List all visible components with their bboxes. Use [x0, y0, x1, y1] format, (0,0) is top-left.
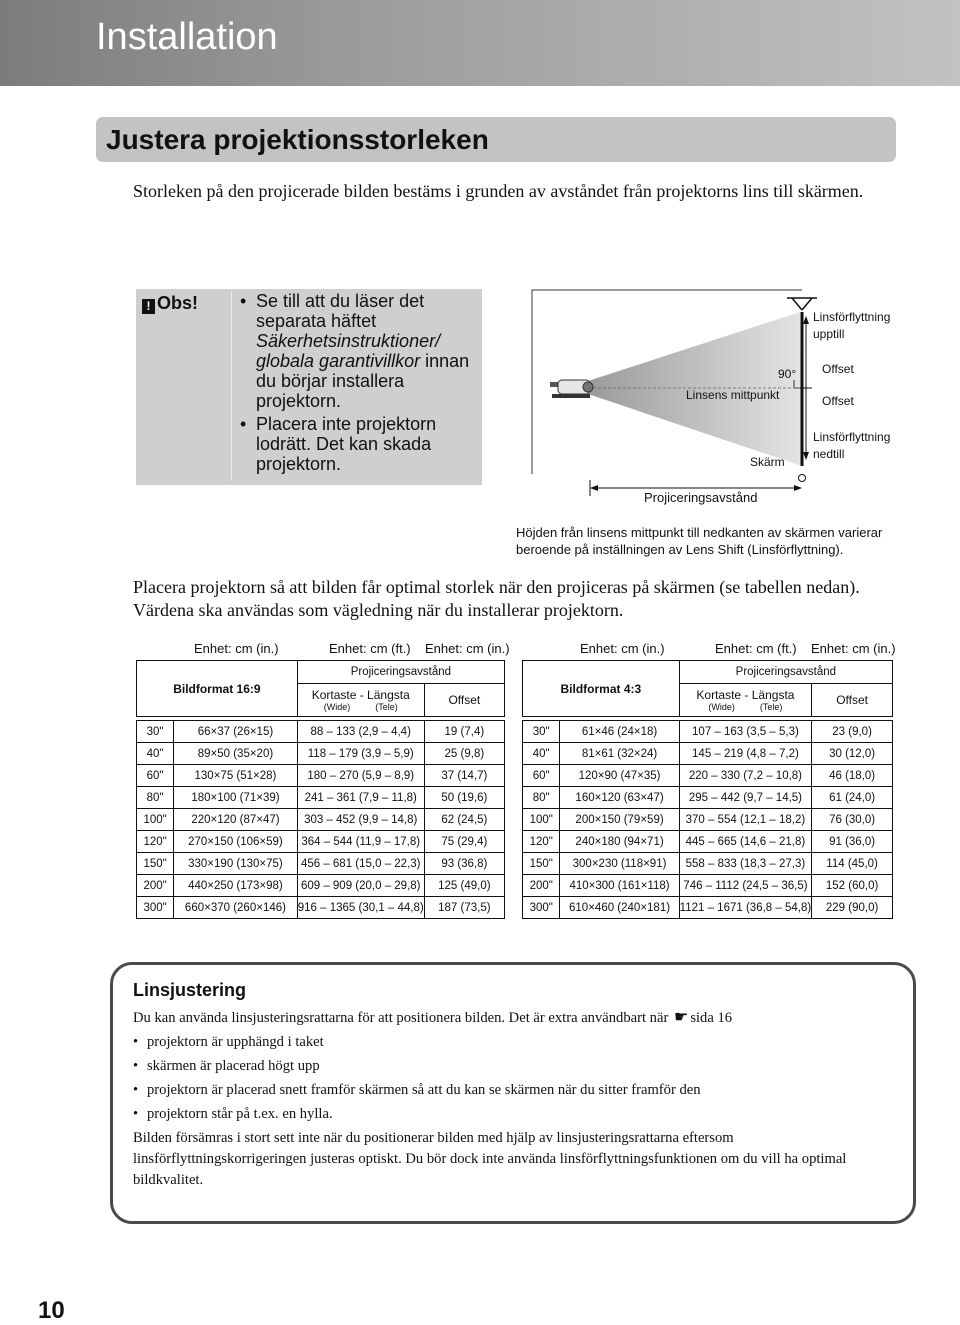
note-item-italic: Säkerhetsinstruktioner/ globala garantivillkor [256, 331, 441, 371]
distance-range-cell: 558 – 833 (18,3 – 27,3) [679, 853, 812, 875]
lens-list-item: • projektorn är placerad snett framför skärmen så att du kan se skärmen när du sitter framför den [133, 1080, 893, 1101]
distance-range-cell: 220 – 330 (7,2 – 10,8) [679, 765, 812, 787]
table-row [523, 897, 893, 919]
shift-down-line-2: nedtill [813, 447, 845, 461]
note-box [136, 289, 482, 485]
offset-cell: 76 (30,0) [812, 809, 893, 831]
distance-range-cell: 1121 – 1671 (36,8 – 54,8) [679, 897, 812, 919]
range-header-sub: (Wide) (Tele) [323, 701, 398, 712]
screen-size-cell: 120" [523, 831, 560, 853]
range-header-text: Kortaste - Längsta [311, 687, 410, 702]
offset-bottom-label: Offset [822, 394, 854, 408]
placement-paragraph: Placera projektorn så att bilden får optimal storlek när den projiceras på skärmen (se tabellen nedan). Värdena ska användas som vägledning när du installerar projektorn. [133, 577, 860, 620]
distance-range-cell: 241 – 361 (7,9 – 11,8) [297, 787, 424, 809]
shift-up-line-1: Linsförflyttning [813, 310, 891, 324]
offset-header: Offset [812, 684, 893, 717]
exclamation-icon: ! [142, 299, 155, 314]
table-row [137, 765, 505, 787]
chapter-title: Installation [96, 16, 278, 58]
unit-label: Enhet: cm (in.) [194, 641, 279, 656]
screen-dimension-cell: 130×75 (51×28) [174, 765, 298, 787]
lens-list [133, 1032, 893, 1125]
distance-range-cell: 609 – 909 (20,0 – 29,8) [297, 875, 424, 897]
offset-cell: 229 (90,0) [812, 897, 893, 919]
note-divider [231, 291, 232, 481]
offset-top-label: Offset [822, 362, 854, 376]
offset-cell: 91 (36,0) [812, 831, 893, 853]
offset-cell: 75 (29,4) [424, 831, 504, 853]
screen-dimension-cell: 200×150 (79×59) [560, 809, 679, 831]
screen-size-cell: 60" [137, 765, 174, 787]
projection-table-4-3 [522, 660, 893, 919]
range-header [297, 684, 424, 717]
table-row [137, 897, 505, 919]
screen-size-cell: 100" [523, 809, 560, 831]
offset-cell: 125 (49,0) [424, 875, 504, 897]
screen-size-cell: 150" [523, 853, 560, 875]
screen-size-cell: 30" [523, 721, 560, 743]
section-heading-bar [96, 117, 896, 162]
screen-dimension-cell: 660×370 (260×146) [174, 897, 298, 919]
table-row [523, 831, 893, 853]
table-row [523, 809, 893, 831]
range-header-sub: (Wide) (Tele) [708, 701, 783, 712]
projector-icon [550, 380, 593, 398]
lens-intro [133, 1007, 893, 1029]
distance-range-cell: 456 – 681 (15,0 – 22,3) [297, 853, 424, 875]
screen-size-cell: 200" [523, 875, 560, 897]
intro-paragraph: Storleken på den projicerade bilden bestäms i grunden av avståndet från projektorns lins till skärmen. [133, 181, 864, 201]
screen-dimension-cell: 120×90 (47×35) [560, 765, 679, 787]
distance-range-cell: 370 – 554 (12,1 – 18,2) [679, 809, 812, 831]
table-row [137, 875, 505, 897]
screen-size-cell: 200" [137, 875, 174, 897]
table-row [137, 787, 505, 809]
note-label [142, 293, 198, 314]
offset-cell: 187 (73,5) [424, 897, 504, 919]
offset-cell: 114 (45,0) [812, 853, 893, 875]
unit-label: Enhet: cm (ft.) [329, 641, 411, 656]
note-item-text-end: innan du börjar installera projektorn. [256, 351, 470, 411]
table-row [137, 831, 505, 853]
table-row [523, 853, 893, 875]
chapter-banner [0, 0, 960, 86]
lens-intro-text: Du kan använda linsjusteringsrattarna för att positionera bilden. Det är extra användbart när [133, 1010, 672, 1026]
distance-range-cell: 145 – 219 (4,8 – 7,2) [679, 743, 812, 765]
table-row [523, 721, 893, 743]
projection-diagram [530, 288, 910, 506]
offset-cell: 37 (14,7) [424, 765, 504, 787]
screen-dimension-cell: 610×460 (240×181) [560, 897, 679, 919]
unit-label: Enhet: cm (in.) [425, 641, 510, 656]
offset-cell: 46 (18,0) [812, 765, 893, 787]
format-header: Bildformat 4:3 [523, 661, 680, 717]
unit-label: Enhet: cm (in.) [580, 641, 665, 656]
screen-size-cell: 30" [137, 721, 174, 743]
table-row [523, 875, 893, 897]
note-item [240, 414, 472, 474]
offset-cell: 61 (24,0) [812, 787, 893, 809]
distance-range-cell: 445 – 665 (14,6 – 21,8) [679, 831, 812, 853]
shift-up-line-2: upptill [813, 327, 845, 341]
table-body [523, 717, 893, 919]
offset-cell: 23 (9,0) [812, 721, 893, 743]
range-header-text: Kortaste - Längsta [696, 687, 795, 702]
offset-cell: 30 (12,0) [812, 743, 893, 765]
distance-range-cell: 916 – 1365 (30,1 – 44,8) [297, 897, 424, 919]
lens-body [133, 1007, 893, 1191]
screen-dimension-cell: 89×50 (35×20) [174, 743, 298, 765]
screen-dimension-cell: 220×120 (87×47) [174, 809, 298, 831]
screen-size-cell: 40" [137, 743, 174, 765]
screen-dimension-cell: 81×61 (32×24) [560, 743, 679, 765]
screen-dimension-cell: 440×250 (173×98) [174, 875, 298, 897]
table-row [137, 809, 505, 831]
table-row [523, 765, 893, 787]
pointing-hand-icon: ☛ [673, 1009, 689, 1026]
distance-range-cell: 107 – 163 (3,5 – 5,3) [679, 721, 812, 743]
distance-range-cell: 364 – 544 (11,9 – 17,8) [297, 831, 424, 853]
format-header: Bildformat 16:9 [137, 661, 298, 717]
screen-size-cell: 300" [523, 897, 560, 919]
screen-dimension-cell: 66×37 (26×15) [174, 721, 298, 743]
unit-label: Enhet: cm (ft.) [715, 641, 797, 656]
table-row [523, 787, 893, 809]
offset-cell: 152 (60,0) [812, 875, 893, 897]
screen-dimension-cell: 270×150 (106×59) [174, 831, 298, 853]
table-row [137, 743, 505, 765]
distance-range-cell: 303 – 452 (9,9 – 14,8) [297, 809, 424, 831]
angle-label: 90° [778, 367, 797, 381]
screen-size-cell: 80" [137, 787, 174, 809]
distance-range-cell: 118 – 179 (3,9 – 5,9) [297, 743, 424, 765]
screen-size-cell: 100" [137, 809, 174, 831]
note-item-text: Placera inte projektorn lodrätt. Det kan skada projektorn. [256, 414, 437, 474]
note-list [240, 291, 472, 477]
distance-header: Projiceringsavstånd [297, 661, 504, 684]
diagram-caption: Höjden från linsens mittpunkt till nedkanten av skärmen varierar beroende på inställningen av Lens Shift (Linsförflyttning). [516, 525, 883, 557]
section-title: Justera projektionsstorleken [106, 124, 489, 155]
shift-down-line-1: Linsförflyttning [813, 430, 891, 444]
table-body [137, 717, 505, 919]
note-item [240, 291, 472, 411]
distance-range-cell: 295 – 442 (9,7 – 14,5) [679, 787, 812, 809]
screen-dimension-cell: 410×300 (161×118) [560, 875, 679, 897]
screen-size-cell: 60" [523, 765, 560, 787]
page-reference-link[interactable]: sida 16 [690, 1010, 733, 1026]
screen-dimension-cell: 240×180 (94×71) [560, 831, 679, 853]
distance-label: Projiceringsavstånd [644, 490, 758, 505]
note-label-text: Obs! [157, 293, 199, 313]
offset-cell: 25 (9,8) [424, 743, 504, 765]
screen-size-cell: 120" [137, 831, 174, 853]
distance-range-cell: 746 – 1112 (24,5 – 36,5) [679, 875, 812, 897]
distance-range-cell: 180 – 270 (5,9 – 8,9) [297, 765, 424, 787]
lens-outro: Bilden försämras i stort sett inte när du positionerar bilden med hjälp av linsjusteringsrattarna eftersom linsförflyttningskorrigeringen justeras optiskt. Du bör dock inte använda linsförflyttningsfunktionen om du vill ha optimal bildkvalitet. [133, 1130, 847, 1188]
offset-cell: 93 (36,8) [424, 853, 504, 875]
distance-range-cell: 88 – 133 (2,9 – 4,4) [297, 721, 424, 743]
unit-label: Enhet: cm (in.) [811, 641, 896, 656]
screen-dimension-cell: 160×120 (63×47) [560, 787, 679, 809]
shift-down-label [813, 430, 894, 461]
offset-header: Offset [424, 684, 504, 717]
page-number: 10 [38, 1297, 65, 1324]
screen-size-cell: 150" [137, 853, 174, 875]
screen-label: Skärm [750, 455, 785, 469]
offset-cell: 50 (19,6) [424, 787, 504, 809]
table-row [523, 743, 893, 765]
screen-dimension-cell: 330×190 (130×75) [174, 853, 298, 875]
lens-title: Linsjustering [133, 980, 247, 1000]
screen-dimension-cell: 61×46 (24×18) [560, 721, 679, 743]
screen-size-cell: 80" [523, 787, 560, 809]
lens-list-item: • projektorn är upphängd i taket [133, 1032, 893, 1053]
projection-table-16-9 [136, 660, 505, 919]
screen-dimension-cell: 180×100 (71×39) [174, 787, 298, 809]
shift-up-label [813, 310, 894, 341]
screen-size-cell: 300" [137, 897, 174, 919]
table-row [137, 721, 505, 743]
screen-dimension-cell: 300×230 (118×91) [560, 853, 679, 875]
note-item-text: Se till att du läser det separata häftet [256, 291, 425, 331]
lens-list-item: • skärmen är placerad högt upp [133, 1056, 893, 1077]
distance-header: Projiceringsavstånd [679, 661, 892, 684]
table-row [137, 853, 505, 875]
lens-list-item: • projektorn står på t.ex. en hylla. [133, 1104, 893, 1125]
lens-center-label: Linsens mittpunkt [686, 388, 780, 402]
offset-cell: 19 (7,4) [424, 721, 504, 743]
range-header [679, 684, 812, 717]
screen-size-cell: 40" [523, 743, 560, 765]
offset-cell: 62 (24,5) [424, 809, 504, 831]
